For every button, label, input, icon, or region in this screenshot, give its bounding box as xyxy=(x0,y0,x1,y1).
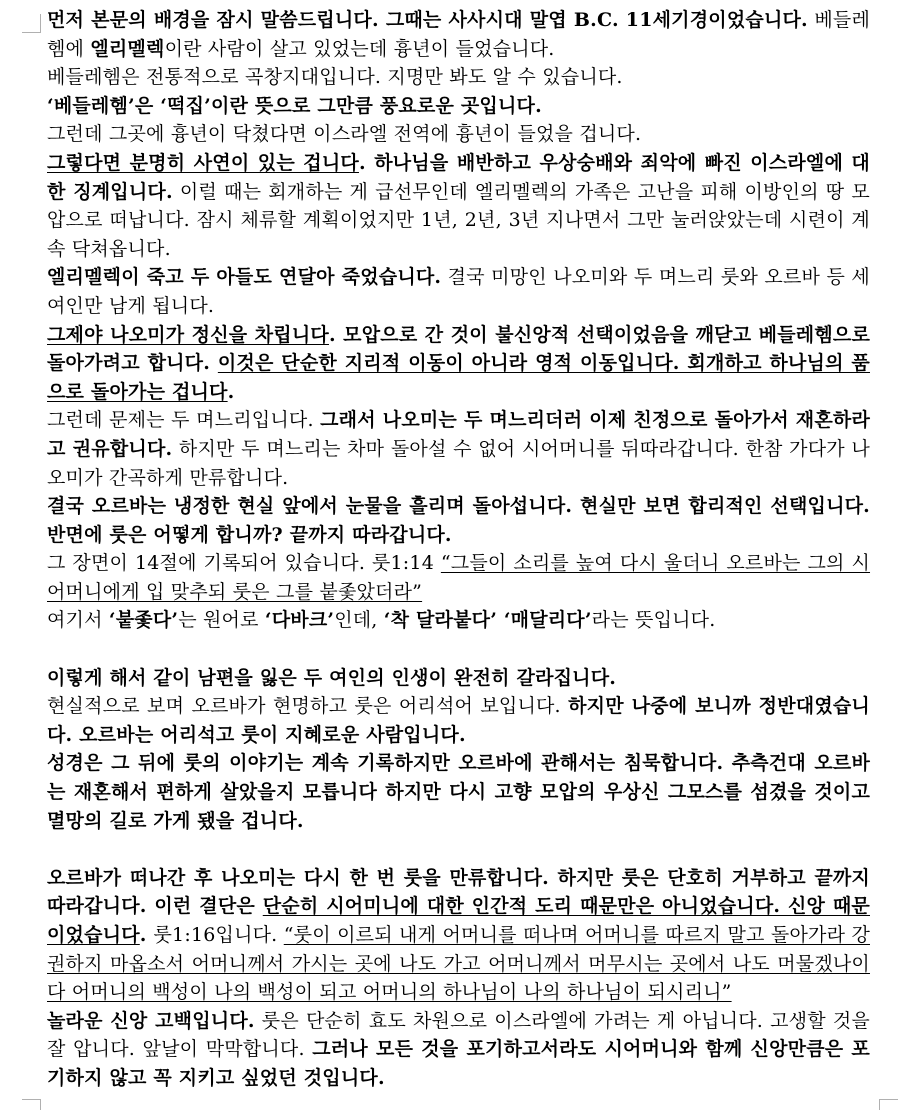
text-run: 여기서 xyxy=(47,609,109,632)
text-run: 인데, xyxy=(334,609,384,632)
paragraph xyxy=(47,120,870,149)
paragraph xyxy=(47,606,870,635)
paragraph xyxy=(47,63,870,92)
text-run: 결국 미망인 나오미와 두 며느리 룻와 오르바 등 세 여인만 남게 됩니다. xyxy=(47,266,870,317)
text-run: ‘붙좇다’ xyxy=(108,609,179,632)
text-run: 룻은 단순히 효도 차원으로 이스라엘에 가려는 게 아닙니다. 고생할 것을 잘 압니다. 앞날이 막막합니다. xyxy=(47,1009,870,1061)
text-run: 그래서 나오미는 두 며느리더러 이제 친정으로 돌아가서 재혼하라고 권유합니다. xyxy=(47,409,870,460)
text-run: 그 장면이 14절에 기록되어 있습니다. 룻1:14 xyxy=(47,552,441,575)
paragraph xyxy=(47,692,870,749)
text-run: . xyxy=(139,924,154,946)
paragraph xyxy=(47,263,870,320)
paragraph xyxy=(47,149,870,263)
text-run: 그제야 나오미가 정신을 차립니다 xyxy=(47,323,329,346)
text-run: . xyxy=(227,380,235,403)
text-run: 베들레헴에 xyxy=(47,9,871,60)
blank-line xyxy=(47,835,870,864)
paragraph xyxy=(47,321,870,407)
text-run: 엘리멜렉이 죽고 두 아들도 연달아 죽었습니다. xyxy=(47,266,442,289)
paragraph xyxy=(47,492,870,549)
text-run: . 하나님을 배반하고 우상숭배와 죄악에 빠진 이스라엘에 대한 징계입니다. xyxy=(47,151,870,203)
text-run: 룻1:16입니다. xyxy=(153,924,284,946)
text-run: 현실적으로 보며 오르바가 현명하고 룻은 어리석어 보입니다. xyxy=(47,695,569,718)
text-run: 하지만 두 며느리는 차마 돌아설 수 없어 시어머니를 뒤따라갑니다. 한참 가다가 나오미가 간곡하게 만류합니다. xyxy=(47,437,870,489)
text-run: 결국 오르바는 냉정한 현실 앞에서 눈물을 흘리며 돌아섭니다. 현실만 보면 합리적인 선택입니다. 반면에 룻은 어떻게 합니까? 끝까지 따라갑니다. xyxy=(47,495,870,546)
text-run: 엘리멜렉 xyxy=(90,37,165,60)
page-corner-mark xyxy=(879,1099,898,1110)
text-run: 하지만 나중에 보니까 정반대였습니다. 오르바는 어리석고 룻이 지혜로운 사람입니다. xyxy=(47,695,870,746)
paragraph xyxy=(47,864,870,1007)
paragraph xyxy=(47,664,870,693)
text-run: 오르바가 떠나간 후 나오미는 다시 한 번 룻을 만류합니다. 하지만 룻은 단호히 거부하고 끝까지 따라갑니다. 이런 결단은 xyxy=(47,866,870,918)
text-run: 이렇게 해서 같이 남편을 잃은 두 여인의 인생이 완전히 갈라집니다. xyxy=(47,666,617,689)
text-run: “룻이 이르되 내게 어머니를 떠나며 어머니를 따르지 말고 돌아가라 강권하지 마옵소서 어머니께서 가시는 곳에 나도 가고 어머니께서 머무시는 곳에서 나도 머물겠나이다 어머니의 백성이 나의 백성이 되고 어머니의 하나님이 나의 하나님이 되시리니” xyxy=(47,924,870,1004)
text-run: 먼저 본문의 배경을 잠시 말씀드립니다. 그때는 사사시대 말엽 B.C. 11세기경이었습니다. xyxy=(47,9,808,31)
text-run: 성경은 그 뒤에 룻의 이야기는 계속 기록하지만 오르바에 관해서는 침묵합니다. 추측건대 오르바는 재혼해서 편하게 살았을지 모릅니다 하지만 다시 고향 모압의 우상신 그모스를 섬겼을 것이고 멸망의 길로 가게 됐을 겁니다. xyxy=(47,752,870,832)
text-run: 그런데 문제는 두 며느리입니다. xyxy=(47,409,321,432)
text-run: 그렇다면 분명히 사연이 있는 겁니다 xyxy=(47,151,359,174)
text-run: “그들이 소리를 높여 다시 울더니 오르바는 그의 시어머니에게 입 맞추되 룻은 그를 붙좇았더라” xyxy=(47,552,871,603)
text-run: 이것은 단순한 지리적 이동이 아니라 영적 이동입니다. 회개하고 하나님의 품으로 돌아가는 겁니다 xyxy=(47,352,870,403)
text-run: 이럴 때는 회개하는 게 급선무인데 엘리멜렉의 가족은 고난을 피해 이방인의 땅 모압으로 떠납니다. 잠시 체류할 계획이었지만 1년, 2년, 3년 지나면서 그만 눌러앉았는데 시련이 계속 닥쳐옵니다. xyxy=(47,180,870,260)
text-run: 는 원어로 xyxy=(178,609,265,632)
text-run: ‘착 달라붙다’ ‘매달리다’ xyxy=(383,609,592,632)
paragraph xyxy=(47,92,870,121)
blank-line xyxy=(47,635,870,664)
text-run: 라는 뜻입니다. xyxy=(591,609,716,632)
text-run: ‘다바크’ xyxy=(264,609,335,632)
paragraph xyxy=(47,406,870,492)
paragraph xyxy=(47,6,870,63)
text-run: 베들레헴은 전통적으로 곡창지대입니다. 지명만 봐도 알 수 있습니다. xyxy=(47,66,623,89)
paragraph xyxy=(47,749,870,835)
page-corner-mark xyxy=(22,1099,41,1110)
text-run: 이란 사람이 살고 있었는데 흉년이 들었습니다. xyxy=(164,37,555,60)
paragraph xyxy=(47,549,870,606)
text-run: ‘베들레헴’은 ‘떡집’이란 뜻으로 그만큼 풍요로운 곳입니다. xyxy=(47,94,542,117)
text-run: . 모압으로 간 것이 불신앙적 선택이었음을 깨닫고 베들레헴으로 돌아가려고 합니다. xyxy=(47,323,870,375)
document-body[interactable] xyxy=(47,6,870,1093)
page-corner-mark xyxy=(22,14,41,33)
paragraph xyxy=(47,1007,870,1093)
text-run: 그런데 그곳에 흉년이 닥쳤다면 이스라엘 전역에 흉년이 들었을 겁니다. xyxy=(47,123,642,146)
text-run: 단순히 시어미니에 대한 인간적 도리 때문만은 아니었습니다. 신앙 때문이었습니다 xyxy=(47,895,870,946)
text-run: 놀라운 신앙 고백입니다. xyxy=(47,1009,255,1032)
text-run: 그러나 모든 것을 포기하고서라도 시어머니와 함께 신앙만큼은 포기하지 않고 꼭 지키고 싶었던 것입니다. xyxy=(47,1038,870,1089)
